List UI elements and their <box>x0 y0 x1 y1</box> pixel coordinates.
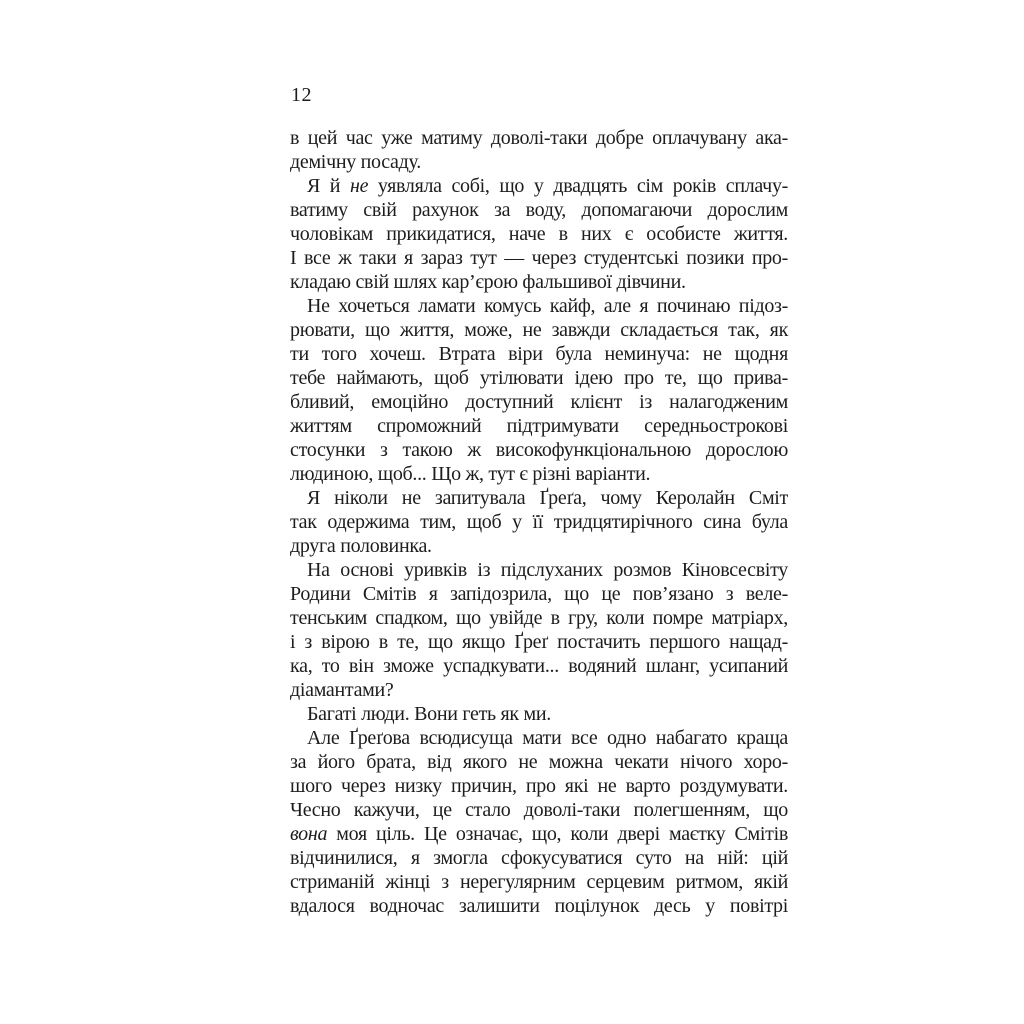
text-line: відчинилися, я змогла сфокусуватися суто на ній: цій <box>290 847 788 869</box>
text-line: друга половинка. <box>290 535 432 557</box>
text-line: Не хочеться ламати комусь кайф, але я починаю підоз- <box>307 295 788 317</box>
paragraph <box>290 558 788 702</box>
paragraph <box>290 486 788 558</box>
text-line: бливий, емоційно доступний клієнт із налагодженим <box>290 391 788 413</box>
text-line: людиною, щоб... Що ж, тут є різні варіанти. <box>290 463 651 485</box>
text-line: Я й не уявляла собі, що у двадцять сім років сплачу- <box>307 175 789 197</box>
text-line: ка, то він зможе успадкувати... водяний шланг, усипаний <box>290 655 788 677</box>
text-line: тебе наймають, щоб утілювати ідею про те, що прива- <box>290 367 788 389</box>
page-number: 12 <box>291 84 312 106</box>
text-line: шого через низку причин, про які не варто роздумувати. <box>290 775 788 797</box>
text-line: Чесно кажучи, це стало доволі-таки полегшенням, що <box>290 799 788 821</box>
paragraph <box>290 726 788 918</box>
text-line: в цей час уже матиму доволі-таки добре оплачувану ака- <box>290 127 788 149</box>
text-line: І все ж таки я зараз тут — через студентські позики про- <box>290 247 788 269</box>
italic-text: вона <box>290 823 328 845</box>
text-line: діамантами? <box>290 679 394 701</box>
italic-text: не <box>349 175 369 197</box>
text-line: Але Ґреґова всюдисуща мати все одно набагато краща <box>307 727 788 749</box>
text-line: так одержима тим, щоб у її тридцятирічного сина була <box>290 511 788 533</box>
paragraph <box>290 126 788 174</box>
text-line: кладаю свій шлях кар’єрою фальшивої дівчини. <box>290 271 686 293</box>
text-line: чоловікам прикидатися, наче в них є особисте життя. <box>290 223 788 245</box>
text-line: за його брата, від якого не можна чекати нічого хоро- <box>290 751 788 773</box>
text-line: стосунки з такою ж високофункціональною дорослою <box>290 439 788 461</box>
text-line: рювати, що життя, може, не завжди складається так, як <box>290 319 788 341</box>
body-text <box>290 126 788 918</box>
text-line: тенським спадком, що увійде в гру, коли помре матріарх, <box>290 607 788 629</box>
text-line: Багаті люди. Вони геть як ми. <box>307 703 552 725</box>
paragraph <box>290 294 788 486</box>
text-line: На основі уривків із підслуханих розмов Кіновсесвіту <box>307 559 788 581</box>
text-line: Родини Смітів я запідозрила, що це пов’язано з веле- <box>290 583 788 605</box>
paragraph <box>290 174 788 294</box>
text-line: стриманій жінці з нерегулярним серцевим ритмом, якій <box>290 871 788 893</box>
text-line: вдалося водночас залишити поцілунок десь у повітрі <box>290 895 788 917</box>
paragraph <box>290 702 788 726</box>
text-line: вона моя ціль. Це означає, що, коли двері маєтку Смітів <box>290 823 788 845</box>
text-line: життям спроможний підтримувати середньострокові <box>290 415 788 437</box>
text-line: ватиму свій рахунок за воду, допомагаючи дорослим <box>290 199 788 221</box>
text-line: Я ніколи не запитувала Ґреґа, чому Керолайн Сміт <box>307 487 788 509</box>
text-line: демічну посаду. <box>290 151 421 173</box>
text-line: і з вірою в те, що якщо Ґреґ постачить першого нащад- <box>290 631 788 653</box>
text-line: ти того хочеш. Втрата віри була неминуча: не щодня <box>290 343 788 365</box>
